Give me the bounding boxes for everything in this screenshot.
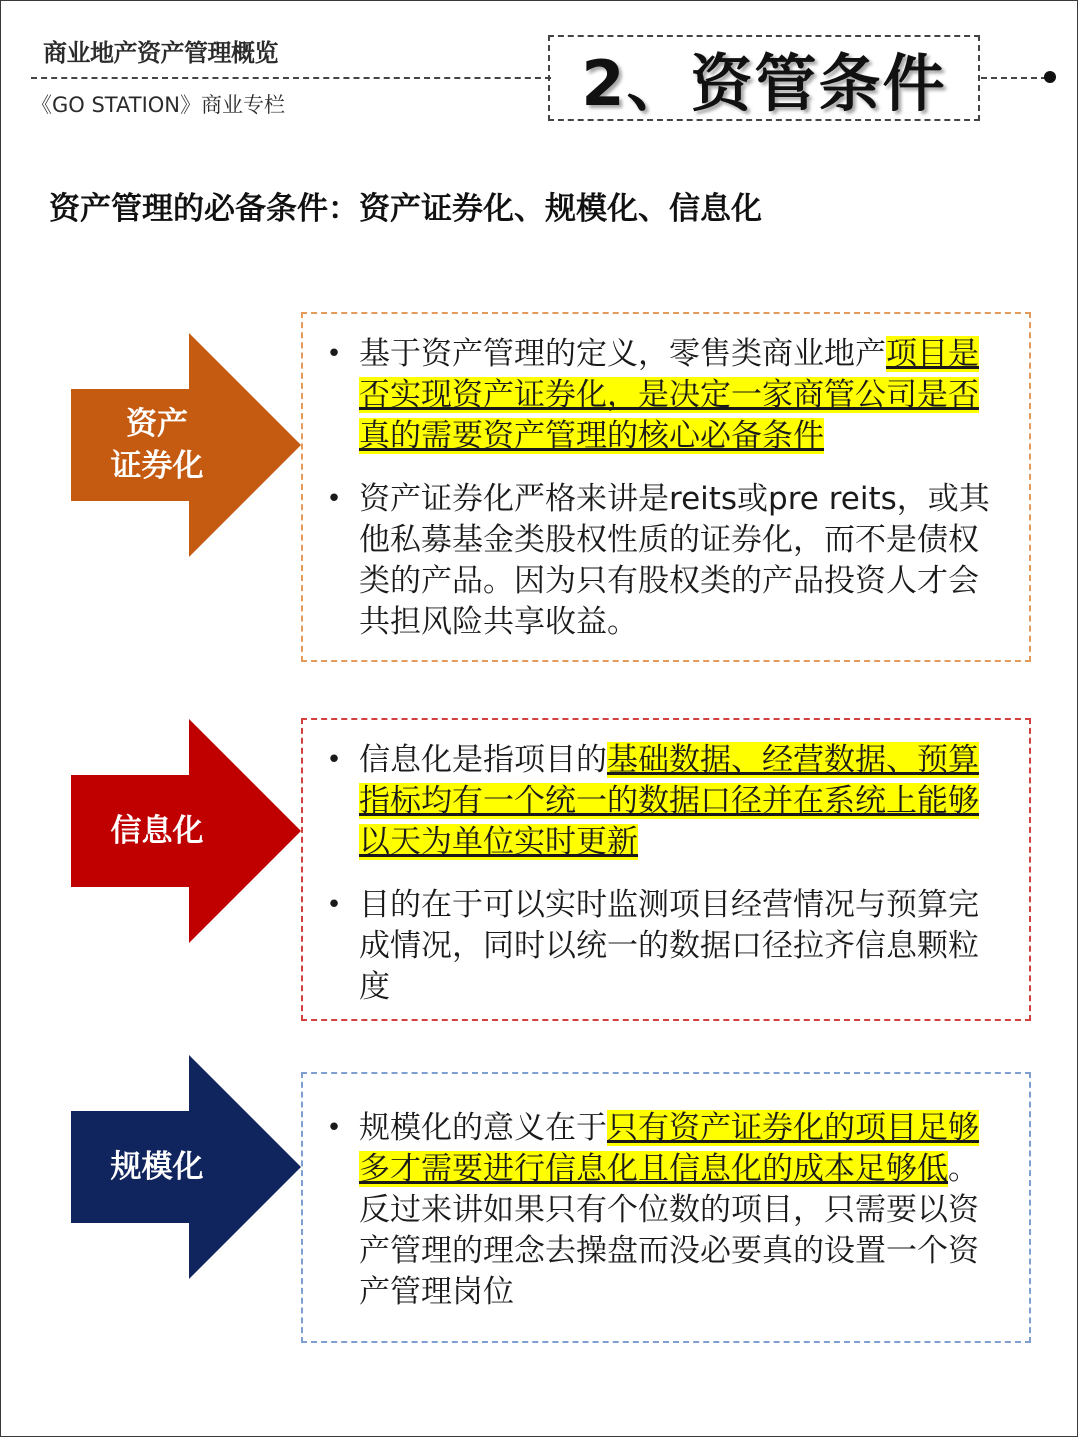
header-subtitle: 《GO STATION》商业专栏 (31, 93, 285, 117)
bullet-highlight: 基础数据、经营数据、预算指标均有一个统一的数据口径并在系统上能够以天为单位实时更新 (359, 742, 979, 860)
securitization-arrow (71, 333, 303, 557)
bullet-highlight: 项目是否实现资产证券化，是决定一家商管公司是否真的需要资产管理的核心必备条件 (359, 336, 979, 454)
informatization-label-line1: 信息化 (110, 813, 204, 849)
bullet-dot: • (326, 890, 342, 920)
list-item (319, 740, 1001, 863)
securitization-label (71, 333, 243, 557)
list-item (319, 334, 1001, 457)
informatization-card (301, 718, 1031, 1021)
bullet-text: 资产证券化严格来讲是reits或pre reits，或其他私募基金类股权性质的证券化，而不是债权类的产品。因为只有股权类的产品投资人才会共担风险共享收益。 (359, 481, 990, 640)
scale-arrow (71, 1055, 303, 1279)
bullet-dot: • (326, 745, 342, 775)
securitization-label-line1: 资产 (126, 406, 188, 442)
section-title-box (548, 35, 980, 121)
bullet-text-after: 。反过来讲如果只有个位数的项目，只需要以资产管理的理念去操盘而没必要真的设置一个资产管理岗位 (359, 1151, 979, 1310)
bullet-highlight: 只有资产证券化的项目足够多才需要进行信息化且信息化的成本足够低 (359, 1110, 979, 1187)
informatization-arrow (71, 719, 303, 943)
scale-label (71, 1055, 243, 1279)
bullet-text: 目的在于可以实时监测项目经营情况与预算完成情况，同时以统一的数据口径拉齐信息颗粒度 (359, 887, 979, 1005)
header-title: 商业地产资产管理概览 (43, 39, 278, 67)
header-dot (1044, 71, 1056, 83)
section-title: 2、资管条件 (581, 46, 947, 120)
list-item (319, 479, 1001, 643)
bullet-text: 规模化的意义在于 (359, 1110, 607, 1146)
list-item (319, 1108, 1001, 1313)
header-divider (31, 77, 551, 79)
list-item (319, 885, 1001, 1008)
informatization-label (71, 719, 243, 943)
securitization-label-line2: 证券化 (110, 448, 204, 484)
securitization-card (301, 312, 1031, 662)
bullet-text: 信息化是指项目的 (359, 742, 607, 778)
bullet-dot: • (326, 339, 342, 369)
bullet-dot: • (326, 484, 342, 514)
bullet-text: 基于资产管理的定义，零售类商业地产 (359, 336, 886, 372)
header-divider-right (981, 77, 1047, 79)
scale-label-line1: 规模化 (110, 1149, 204, 1185)
bullet-dot: • (326, 1113, 342, 1143)
page-subtitle: 资产管理的必备条件：资产证券化、规模化、信息化 (49, 191, 762, 227)
scale-card (301, 1072, 1031, 1343)
